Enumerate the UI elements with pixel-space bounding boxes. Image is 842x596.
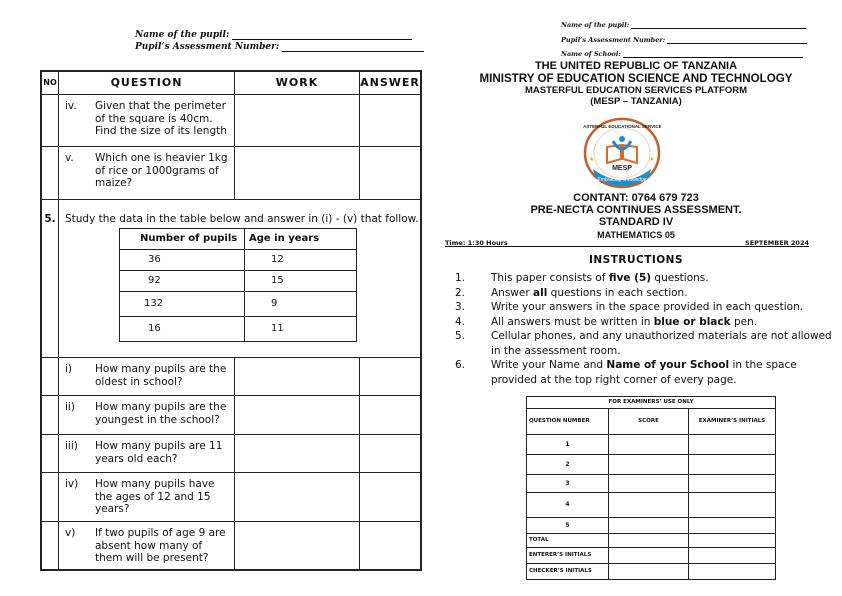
answer-cell[interactable] (359, 522, 420, 569)
work-cell[interactable] (234, 95, 359, 146)
question-text: iv) How many pupils have the ages of 12 and 15 years? (58, 473, 234, 521)
table-header-row (42, 72, 420, 94)
initials-cell[interactable] (689, 548, 775, 563)
answer-cell[interactable] (359, 473, 420, 521)
work-cell[interactable] (234, 358, 359, 395)
question-number: 5. (44, 213, 56, 225)
initials-cell[interactable] (689, 564, 775, 579)
answer-cell[interactable] (359, 147, 420, 199)
examiner-table-header: QUESTION NUMBER SCORE EXAMINER’S INITIALS (527, 409, 775, 434)
instruction-item: 2. Answer all questions in each section. (455, 286, 688, 299)
pupil-number-field-right[interactable]: Pupil’s Assessment Number: (561, 36, 807, 44)
title-ministry: MINISTRY OF EDUCATION SCIENCE AND TECHNOLOGY (479, 72, 793, 85)
data-table-row: 16 11 (120, 316, 356, 341)
contact-line: CONTANT: 0764 679 723 (573, 192, 699, 204)
table-row (42, 146, 420, 199)
svg-text:★: ★ (649, 156, 655, 163)
svg-text:MASTERFUL EDUCATIONAL SERVICES: MASTERFUL EDUCATIONAL SERVICES (583, 124, 661, 129)
question-text: iv. Given that the perimeter of the square is 40cm. Find the size of its length (58, 95, 234, 146)
table-row (42, 434, 420, 472)
initials-cell[interactable] (689, 455, 775, 474)
column-header-work: WORK (234, 72, 359, 94)
pupil-number-field[interactable]: Pupil’s Assessment Number: (135, 42, 424, 52)
svg-text:★: ★ (589, 156, 595, 163)
score-cell[interactable] (609, 435, 689, 454)
column-header-question: QUESTION (58, 72, 234, 94)
pupils-age-table (119, 228, 357, 342)
standard-title: STANDARD IV (598, 216, 674, 228)
instruction-item: 1. This paper consists of five (5) questions. (455, 272, 709, 284)
answer-cell[interactable] (359, 95, 420, 146)
score-row: 2 (527, 454, 775, 474)
instructions-title: INSTRUCTIONS (588, 254, 684, 266)
answer-cell[interactable] (359, 396, 420, 434)
initials-cell[interactable] (689, 493, 775, 517)
data-table-header: Number of pupils Age in years (120, 229, 356, 249)
exam-date: SEPTEMBER 2024 (745, 239, 809, 247)
data-table-row: 92 15 (120, 270, 356, 291)
question-text: Study the data in the table below and answer in (i) - (v) that follow. (58, 200, 420, 357)
pupil-name-field[interactable]: Name of the pupil: (135, 30, 412, 40)
subject-title: MATHEMATICS 05 (597, 230, 675, 240)
initials-cell[interactable] (689, 518, 775, 533)
assessment-title: PRE-NECTA CONTINUES ASSESSMENT. (530, 204, 742, 216)
title-mesp: (MESP – TANZANIA) (590, 96, 682, 107)
question-text: i) How many pupils are the oldest in school? (58, 358, 234, 395)
pupil-name-field-right[interactable]: Name of the pupil: (561, 21, 806, 29)
svg-text:MESP: MESP (612, 165, 632, 172)
instructions-list (455, 271, 835, 387)
question-text: ii) How many pupils are the youngest in the school? (58, 396, 234, 434)
score-cell[interactable] (609, 493, 689, 517)
total-row: TOTAL (527, 533, 775, 547)
question-text: iii) How many pupils are 11 years old each? (58, 435, 234, 472)
title-platform: MASTERFUL EDUCATION SERVICES PLATFORM (524, 85, 748, 96)
score-row: 1 (527, 434, 775, 454)
svg-text:Embracing knowledge: Embracing knowledge (597, 177, 647, 183)
initials-cell[interactable] (689, 435, 775, 454)
score-cell[interactable] (609, 455, 689, 474)
instruction-item: 3. Write your answers in the space provided in each question. (455, 301, 804, 313)
table-row (42, 521, 420, 569)
initials-cell[interactable] (689, 475, 775, 492)
score-row: 3 (527, 474, 775, 492)
score-cell[interactable] (609, 548, 689, 563)
title-republic: THE UNITED REPUBLIC OF TANZANIA (534, 60, 738, 72)
instruction-item: 6. Write your Name and Name of your School in the space provided at the top right corner of every page. (455, 359, 797, 386)
mesp-logo-icon (583, 117, 661, 189)
instruction-item: 4. All answers must be written in blue or black pen. (455, 315, 758, 328)
table-row (42, 357, 420, 395)
examiner-use-table (526, 396, 776, 580)
score-cell[interactable] (609, 475, 689, 492)
initials-cell[interactable] (689, 534, 775, 547)
time-date-line (445, 235, 809, 247)
work-cell[interactable] (234, 396, 359, 434)
column-header-answer: ANSWER (359, 72, 420, 94)
school-name-field[interactable]: Name of School: (561, 50, 803, 58)
score-cell[interactable] (609, 534, 689, 547)
table-row (42, 395, 420, 434)
score-cell[interactable] (609, 564, 689, 579)
score-row: 5 (527, 517, 775, 533)
score-cell[interactable] (609, 518, 689, 533)
enterer-row: ENTERER’S INITIALS (527, 547, 775, 563)
work-cell[interactable] (234, 473, 359, 521)
table-row (42, 472, 420, 521)
question-text: v) If two pupils of age 9 are absent how many of them will be present? (58, 522, 234, 569)
column-header-no: NO (43, 78, 57, 87)
answer-cell[interactable] (359, 435, 420, 472)
data-table-row: 132 9 (120, 291, 356, 316)
data-table-row: 36 12 (120, 249, 356, 270)
work-cell[interactable] (234, 147, 359, 199)
exam-time: Time: 1:30 Hours (445, 239, 508, 247)
question-text: v. Which one is heavier 1kg of rice or 1000grams of maize? (58, 147, 234, 199)
score-row: 4 (527, 492, 775, 517)
table-row (42, 94, 420, 146)
answer-cell[interactable] (359, 358, 420, 395)
examiner-table-title: FOR EXAMINERS’ USE ONLY (527, 397, 775, 409)
work-cell[interactable] (234, 522, 359, 569)
checker-row: CHECKER’S INITIALS (527, 563, 775, 579)
instruction-item: 5. Cellular phones, and any unauthorized materials are not allowed in the assessment room. (455, 330, 832, 357)
work-cell[interactable] (234, 435, 359, 472)
mesp-logo (583, 117, 661, 189)
